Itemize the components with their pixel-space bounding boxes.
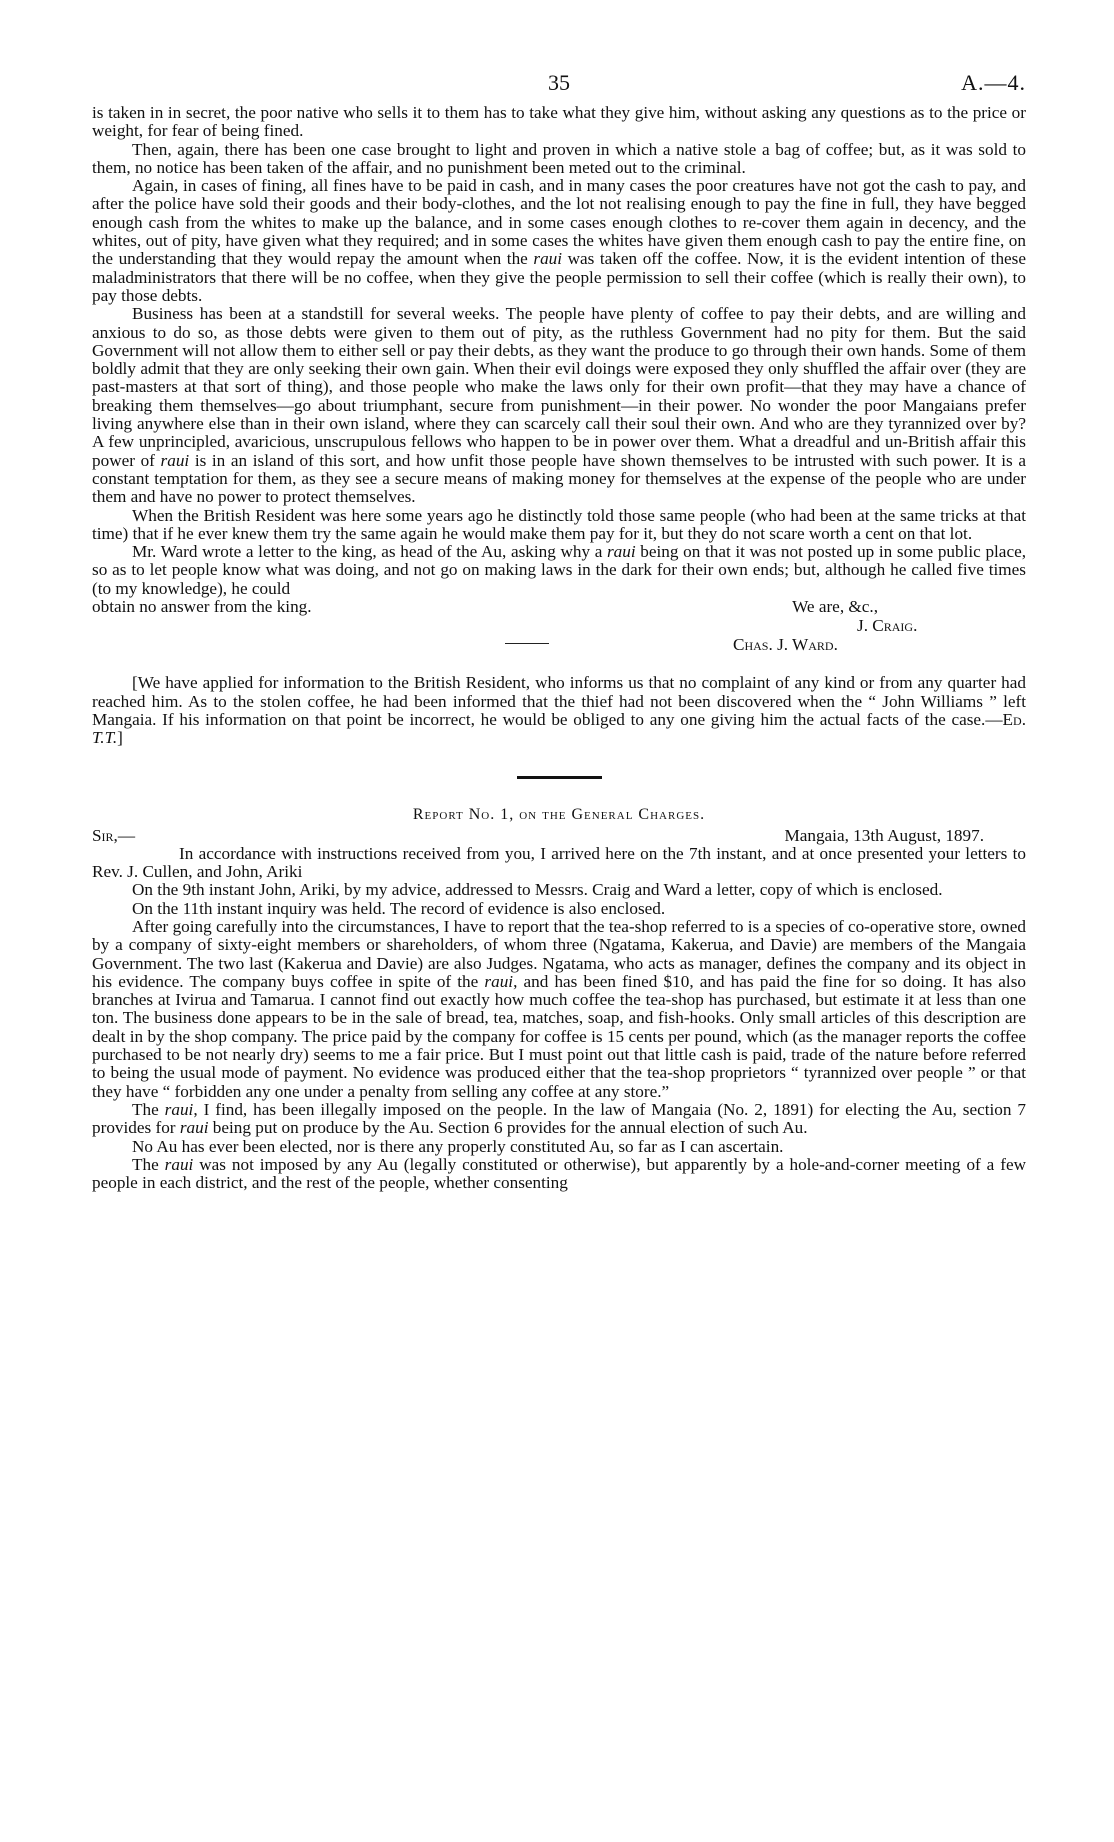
letter-paragraph-2: Then, again, there has been one case brought to light and proven in which a native stole a bag of coffee; but, as it was sold to them, no notice has been taken of the affair, and no punishment been meted out to the criminal. <box>92 139 1026 177</box>
text-span: Mr. Ward wrote a letter to the king, as head of the Au, asking why a <box>132 542 607 562</box>
signature-ward: Chas. J. Ward. <box>733 635 838 655</box>
italic-term: raui <box>606 542 636 562</box>
document-page <box>92 70 1026 1192</box>
report-paragraph-7 <box>92 1156 1026 1193</box>
page-number: 35 <box>548 70 570 95</box>
page-header <box>92 70 1026 104</box>
letter-body <box>92 104 1026 654</box>
letter-paragraph-6 <box>92 543 1026 598</box>
text-span: [We have applied for information to the British Resident, who informs us that no complaint of any kind or from any quarter had reached him. As to the stolen coffee, he had been informed that the thief had not been discovered when the “ John Williams ” left Mangaia. If his information on that point be incorrect, he would be obliged to any one giving him the actual facts of the case.— <box>92 673 1026 729</box>
italic-term: raui <box>533 249 563 269</box>
text-span: After going carefully into the circumstances, I have to report that the tea-shop referred to is a species of co-operative store, owned by a company of sixty-eight members or shareholders, of whom three (Ngatama, Kakerua, and Davie) are members of the Mangaia Government. The two last (Kakerua and Davie) are also Judges. Ngatama, who acts as manager, defines the company and its object in his evidence. The company buys coffee in spite of the <box>92 916 1026 991</box>
text-span: The <box>132 1154 165 1174</box>
report-paragraph-3: On the 11th instant inquiry was held. The record of evidence is also enclosed. <box>132 898 666 918</box>
closing-formula: We are, &c., <box>792 597 878 617</box>
editor-note <box>92 674 1026 747</box>
editor-abbrev: Ed. <box>1002 709 1026 729</box>
text-span: , and has been fined $10, and has paid the fine for so doing. It has also branches at Ivirua and Tamarua. I cannot find out exactly how much coffee the tea-shop has purchased, but estimate it at less than one ton. The business done appears to be in the sale of bread, tea, matches, soap, and fish-hooks. Only small articles of this description are dealt in by the shop company. The price paid by the company for coffee is 15 cents per pound, which (as the manager reports the coffee purchased to be not nearly dry) seems to me a fair price. But I must point out that little cash is paid, trade of the nature before referred to being the usual mode of payment. No evidence was produced either that the tea-shop proprietors “ tyrannized over people ” or that they have “ forbidden any one under a penalty from selling any coffee at any store.” <box>92 971 1026 1101</box>
place-date: Mangaia, 13th August, 1897. <box>784 825 984 845</box>
letter-paragraph-5: When the British Resident was here some years ago he distinctly told those same people (who had been at the same tricks at that time) that if he ever knew them try the same again he would make them pay for it, but they do not scare worth a cent on that lot. <box>92 505 1026 543</box>
italic-term: raui <box>160 450 190 470</box>
editor-initials: T.T. <box>92 728 118 748</box>
signature-row <box>92 635 1026 654</box>
italic-term: raui <box>164 1099 194 1119</box>
section-divider <box>517 776 602 779</box>
document-id: A.—4. <box>961 70 1026 95</box>
italic-term: raui <box>484 971 514 991</box>
italic-term: raui <box>179 1118 209 1138</box>
report-paragraph-5 <box>92 1101 1026 1138</box>
short-divider <box>505 643 549 644</box>
text-span: Business has been at a standstill for several weeks. The people have plenty of coffee to pay their debts, and are willing and anxious to do so, as those debts were given to them out of pity, as the ruthless Government had no pity for them. But the said Government will not allow them to either sell or pay their debts, as they want the produce to go through their own hands. Some of them boldly admit that they are only seeking their own gain. When their evil doings were exposed they only shuffled the affair over (they are past-masters at that sort of thing), and those people who make the laws only for their own profit—that they may have a chance of breaking them themselves—go about triumphant, secure from punishment—in their power. No wonder the poor Mangaians prefer living anywhere else than in their own island, where they can scarcely call their soul their own. And who are they tyrannized over by? A few unprincipled, avaricious, unscrupulous fellows who happen to be in power over them. What a dreadful and un-British affair this power of <box>92 304 1026 470</box>
text-span: being put on produce by the Au. Section 6 provides for the annual election of such Au. <box>208 1118 808 1138</box>
signature-craig: J. Craig. <box>857 616 918 636</box>
text-span: is in an island of this sort, and how unfit those people have shown themselves to be intrusted with such power. It is a constant temptation for them, as they see a secure means of making money for themselves at the expense of the people who are under them and have no power to protect themselves. <box>92 450 1026 507</box>
report-opening <box>92 827 1026 845</box>
report-title: Report No. 1, on the General Charges. <box>412 805 706 823</box>
text-span: was taken off the coffee. Now, it is the evident intention of these maladministrators that there will be no coffee, when they give the people permission to sell their coffee (which is really their own), to pay those debts. <box>92 249 1026 305</box>
text-span: The <box>132 1099 165 1119</box>
text-span: obtain no answer from the king. <box>92 597 312 617</box>
report-paragraph-1: In accordance with instructions received from you, I arrived here on the 7th instant, and at once presented your letters to Rev. J. Cullen, and John, Ariki <box>92 843 1026 882</box>
text-span: ] <box>117 728 123 748</box>
report-paragraph-6: No Au has ever been elected, nor is there any properly constituted Au, so far as I can ascertain. <box>132 1136 784 1156</box>
letter-paragraph-1: is taken in in secret, the poor native who sells it to them has to take what they give him, without asking any questions as to the price or weight, for fear of being fined. <box>92 103 1026 141</box>
text-span: Again, in cases of fining, all fines have to be paid in cash, and in many cases the poor creatures have not got the cash to pay, and after the police have sold their goods and their body-clothes, and the lot not realising enough to pay the fine in full, they have begged enough cash from the whites to make up the balance, and in some cases enough clothes to re-cover them again in decency, and the whites, out of pity, have given what they required; and in some cases the whites have given them enough cash to pay the entire fine, on the understanding that they would repay the amount when the <box>92 176 1026 269</box>
report-paragraph-2: On the 9th instant John, Ariki, by my advice, addressed to Messrs. Craig and Ward a letter, copy of which is enclosed. <box>132 880 943 900</box>
letter-closing-line <box>92 598 1026 616</box>
text-span: was not imposed by any Au (legally constituted or otherwise), but apparently by a hole-and-corner meeting of a few people in each district, and the rest of the people, whether consenting <box>92 1154 1026 1193</box>
letter-paragraph-4 <box>92 305 1026 506</box>
report-paragraph-4 <box>92 918 1026 1101</box>
text-span: being on that it was not posted up in some public place, so as to let people know what was doing, and not go on making laws in the dark for their own ends; but, although he called five times (to my knowledge), he could <box>92 542 1026 598</box>
letter-paragraph-3 <box>92 177 1026 305</box>
salutation: Sir,— <box>92 825 136 845</box>
text-span: , I find, has been illegally imposed on the people. In the law of Mangaia (No. 2, 1891) for electing the Au, section 7 provides for <box>92 1099 1026 1138</box>
italic-term: raui <box>164 1154 194 1174</box>
